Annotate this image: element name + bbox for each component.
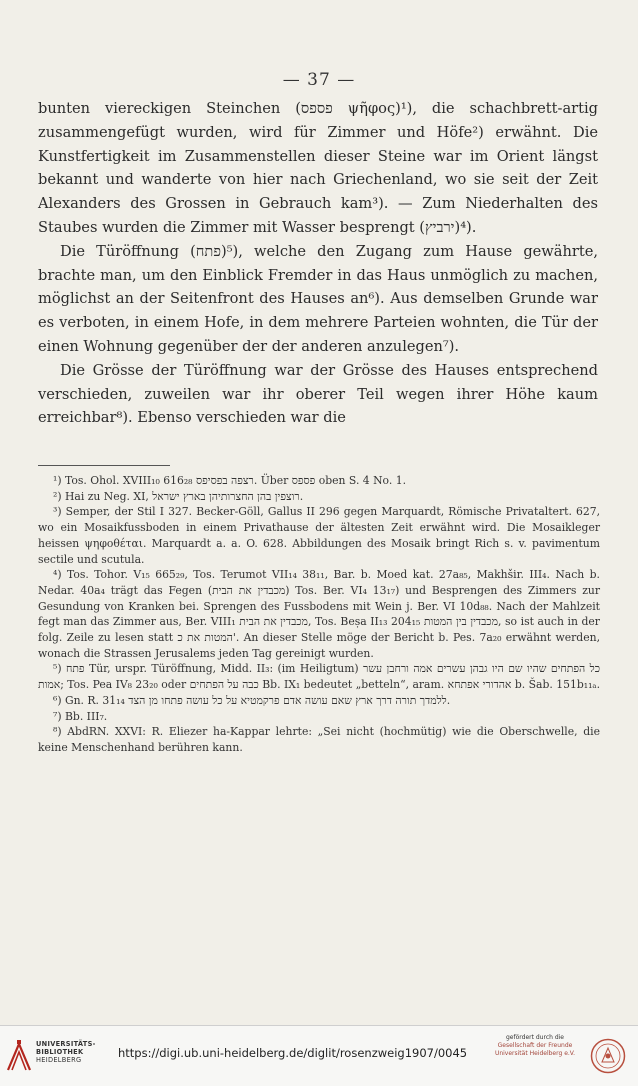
paragraph: Die Grösse der Türöffnung war der Grösse des Hauses entsprechend verschieden, zuweilen war ihr oberer Teil wegen ihrer Höhe kaum erreichbar⁸). Ebenso verschieden war die [38,361,598,427]
body-text [38,97,598,430]
footnote-divider [38,465,170,466]
sponsor-note [490,1034,580,1058]
sponsor-line: Gesellschaft der Freunde [497,1042,573,1049]
footnote: ⁷) Bb. III₇. [53,709,108,723]
permalink-url[interactable]: https://digi.ub.uni-heidelberg.de/diglit/rosenzweig1907/0045 [118,1046,468,1060]
university-seal-icon[interactable] [590,1038,626,1074]
footnote: ⁵) פתח Tür, urspr. Türöffnung, Midd. II₃: (im Heiligtum) כל הפתחים שהיו שם היו גבהן עשרים אמה ורחבן עשר אמות; Tos. Pea IV₈ 23₂₀ oder כבה על הפתחים Bb. IX₁ bedeutet „betteln“, aram. אהדורי אפתחא b. Šab. 151b₁₁ₐ. [38,662,601,692]
library-name-line: HEIDELBERG [36,1056,82,1064]
library-name-line: BIBLIOTHEK [36,1048,84,1056]
footnotes [38,473,600,756]
footnote: ⁶) Gn. R. 31₁₄ ללמדך תורה דרך ארץ שאם עושה אדם פרקמטיא על כל עושה פתחו מן הצד. [53,693,451,707]
page-number: — 37 — [282,70,356,90]
sponsor-line: Universität Heidelberg e.V. [494,1050,576,1057]
library-name-line: UNIVERSITÄTS- [36,1040,96,1048]
footnote: ⁴) Tos. Tohor. V₁₅ 665₂₉, Tos. Terumot VII₁₄ 38₁₁, Bar. b. Moed kat. 27a₈₅, Makhšir. III₄. Nach b. Nedar. 40a₄ trägt das Fegen (מכבדין את הבית) Tos. Ber. VI₄ 13₁₇) und Besprengen des Zimmers zur Gesundung von Kranken bei. Sprengen des Fussbodens mit Wein j. Ber. VI 10d₈₈. Nach der Mahlzeit fegt man das Zimmer aus, Ber. VIII₁ מכבדין את הבית, Tos. Beṣa II₁₃ 204₁₅ מכבדין בין המטות, so ist auch in der folg. Zeile zu lesen statt המטות את כ'. An dieser Stelle möge der Bericht b. Pes. 7a₂₀ erwähnt werden, wonach die Strassen Jerusalems jeden Tag gereinigt wurden. [38,568,600,660]
footnote: ⁸) AbdRN. XXVI: R. Eliezer ha-Kappar lehrte: „Sei nicht (hochmütig) wie die Oberschwelle, die keine Menschenhand berühren kann. [38,725,600,754]
footnote: ¹) Tos. Ohol. XVIII₁₀ 616₂₈ רצפה בפסיפס. Über פספס oben S. 4 No. 1. [53,474,407,487]
paragraph: Die Türöffnung (פתח)⁵), welche den Zugang zum Hause gewährte, brachte man, um den Einblick Fremder in das Haus unmöglich zu machen, möglichst an der Seitenfront des Hauses an⁶). Aus demselben Grunde war es verboten, in einem Hofe, in dem mehrere Parteien wohnten, die Tür der einen Wohnung gegenüber der der anderen anzulegen⁷). [38,242,599,355]
footnote: ³) Semper, der Stil I 327. Becker-Göll, Gallus II 296 gegen Marquardt, Römische Privataltert. 627, wo ein Mosaikfussboden in einem Privathause der ältesten Zeit erwähnt wird. Die Mosaikleger heissen ψηφοθέται. Marquardt a. a. O. 628. Abbildungen des Mosaik bringt Rich s. v. pavimentum sectile und scutula. [38,505,600,566]
footer-bar [0,1025,638,1086]
library-name [36,1040,96,1064]
university-library-logo-icon[interactable] [6,1038,32,1072]
sponsor-line: gefördert durch die [506,1034,564,1041]
paragraph: bunten viereckigen Steinchen (פספס ψῆφος)¹), die schachbrett-artig zusammengefügt wurden, wird für Zimmer und Höfe²) erwähnt. Die Kunstfertigkeit im Zusammenstellen dieser Steine war im Orient längst bekannt und wanderte von hier nach Griechenland, wo sie seit der Zeit Alexanders des Grossen in Gebrauch kam³). — Zum Niederhalten des Staubes wurden die Zimmer mit Wasser besprengt (ירביץ)⁴). [38,100,599,236]
footnote: ²) Hai zu Neg. XI, רוצפין בהן החצרותיהן בארץ ישראל. [53,489,304,503]
